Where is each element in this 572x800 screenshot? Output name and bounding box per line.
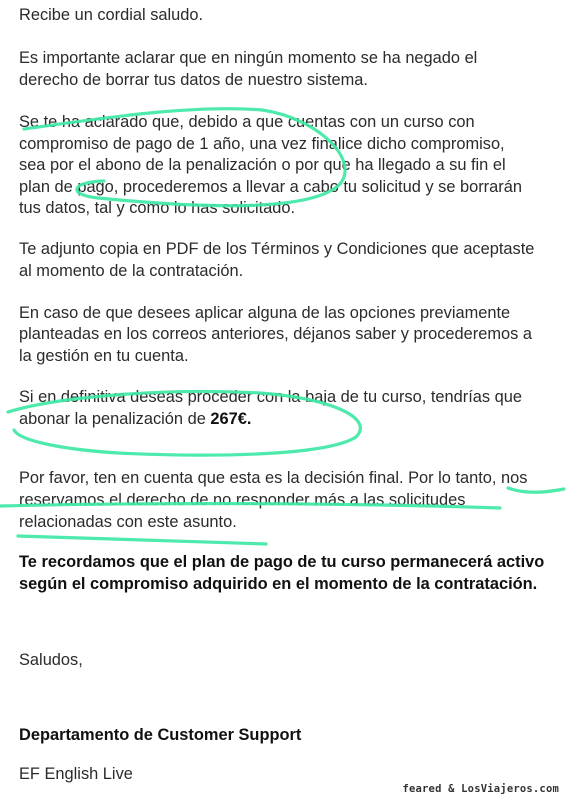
penalty-amount: 267€. <box>210 410 252 428</box>
penalty-prefix: abonar la penalización de <box>19 410 211 428</box>
paragraph-line: tus datos, tal y como lo has solicitado. <box>19 199 296 217</box>
paragraph-line <box>19 408 251 430</box>
paragraph-line: según el compromiso adquirido en el momento de la contratación. <box>19 575 538 593</box>
signature-department: Departamento de Customer Support <box>19 726 302 744</box>
email-greeting: Recibe un cordial saludo. <box>19 6 204 24</box>
watermark: feared & LosViajeros.com <box>402 783 559 795</box>
paragraph-line: compromiso de pago de 1 año, una vez finalice dicho compromiso, <box>19 135 505 153</box>
email-closing: Saludos, <box>19 651 83 669</box>
paragraph-line: Es importante aclarar que en ningún momento se ha negado el <box>19 49 478 67</box>
paragraph-line: la gestión en tu cuenta. <box>19 347 189 365</box>
paragraph-line: planteadas en los correos anteriores, déjanos saber y procederemos a <box>19 325 532 343</box>
signature-company: EF English Live <box>19 765 133 783</box>
highlighter-underline-relacionadas <box>18 536 266 544</box>
paragraph-line: derecho de borrar tus datos de nuestro sistema. <box>19 71 368 89</box>
paragraph-line: Se te ha aclarado que, debido a que cuentas con un curso con <box>19 113 475 131</box>
paragraph-line: relacionadas con este asunto. <box>19 513 237 531</box>
paragraph-line: Te recordamos que el plan de pago de tu curso permanecerá activo <box>19 553 545 571</box>
paragraph-line: plan de pago, procederemos a llevar a cabo tu solicitud y se borrarán <box>19 178 522 196</box>
paragraph-line: sea por el abono de la penalización o por que ha llegado a su fin el <box>19 156 506 174</box>
paragraph-line: reservamos el derecho de no responder más a las solicitudes <box>19 491 466 509</box>
paragraph-line: Te adjunto copia en PDF de los Términos y Condiciones que aceptaste <box>19 240 535 258</box>
paragraph-line: Si en definitiva deseas proceder con la baja de tu curso, tendrías que <box>19 388 522 406</box>
paragraph-line: al momento de la contratación. <box>19 262 244 280</box>
paragraph-line: Por favor, ten en cuenta que esta es la decisión final. Por lo tanto, nos <box>19 469 528 487</box>
paragraph-line: En caso de que desees aplicar alguna de las opciones previamente <box>19 304 511 322</box>
